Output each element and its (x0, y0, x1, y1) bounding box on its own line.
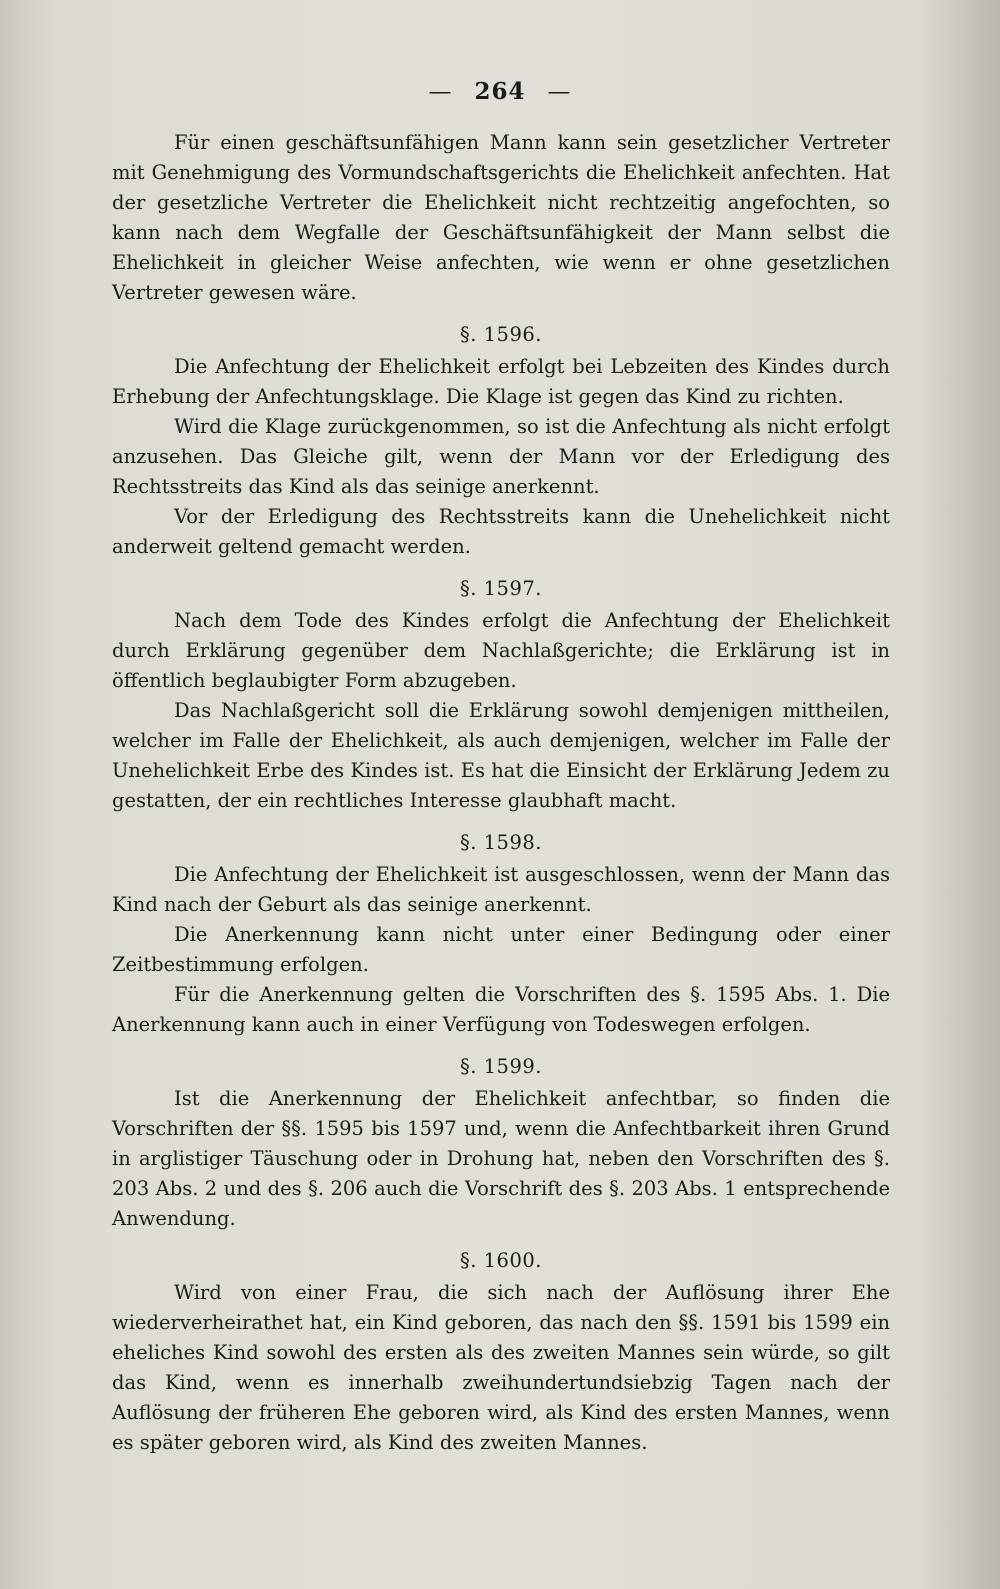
paragraph: Wird die Klage zurückgenommen, so ist die Anfechtung als nicht erfolgt anzusehen. Das Gleiche gilt, wenn der Mann vor der Erledigung des Rechtsstreits das Kind als das seinige anerkennt. (112, 415, 890, 498)
paragraph: Die Anfechtung der Ehelichkeit erfolgt bei Lebzeiten des Kindes durch Erhebung der Anfechtungsklage. Die Klage ist gegen das Kind zu richten. (112, 355, 890, 408)
page-number: 264 (474, 78, 526, 105)
section-heading-1596: §. 1596. (460, 323, 542, 346)
header-dash-left: — (428, 79, 453, 105)
paragraph: Vor der Erledigung des Rechtsstreits kann die Unehelichkeit nicht anderweit geltend gemacht werden. (112, 505, 890, 558)
paragraph: Das Nachlaßgericht soll die Erklärung sowohl demjenigen mittheilen, welcher im Falle der Ehelichkeit, als auch demjenigen, welcher im Falle der Unehelichkeit Erbe des Kindes ist. Es hat die Einsicht der Erklärung Jedem zu gestatten, der ein rechtliches Interesse glaubhaft macht. (112, 699, 890, 812)
paragraph: Ist die Anerkennung der Ehelichkeit anfechtbar, so finden die Vorschriften der §§. 1595 bis 1597 und, wenn die Anfechtbarkeit ihren Grund in arglistiger Täuschung oder in Drohung hat, neben den Vorschriften des §. 203 Abs. 2 und des §. 206 auch die Vorschrift des §. 203 Abs. 1 entsprechende Anwendung. (112, 1087, 890, 1230)
body-text (112, 128, 890, 1458)
paragraph: Wird von einer Frau, die sich nach der Auflösung ihrer Ehe wiederverheirathet hat, ein Kind geboren, das nach den §§. 1591 bis 1599 ein eheliches Kind sowohl des ersten als des zweiten Mannes sein würde, so gilt das Kind, wenn es innerhalb zweihundertundsiebzig Tagen nach der Auflösung der früheren Ehe geboren wird, als Kind des ersten Mannes, wenn es später geboren wird, als Kind des zweiten Mannes. (112, 1281, 890, 1454)
paragraph: Nach dem Tode des Kindes erfolgt die Anfechtung der Ehelichkeit durch Erklärung gegenüber dem Nachlaßgerichte; die Erklärung ist in öffentlich beglaubigter Form abzugeben. (112, 609, 890, 692)
page-header (0, 78, 1000, 105)
paragraph: Für einen geschäftsunfähigen Mann kann sein gesetzlicher Vertreter mit Genehmigung des Vormundschaftsgerichts die Ehelichkeit anfechten. Hat der gesetzliche Vertreter die Ehelichkeit nicht rechtzeitig angefochten, so kann nach dem Wegfalle der Geschäftsunfähigkeit der Mann selbst die Ehelichkeit in gleicher Weise anfechten, wie wenn er ohne gesetzlichen Vertreter gewesen wäre. (112, 131, 890, 304)
paragraph: Die Anfechtung der Ehelichkeit ist ausgeschlossen, wenn der Mann das Kind nach der Geburt als das seinige anerkennt. (112, 863, 890, 916)
paragraph: Für die Anerkennung gelten die Vorschriften des §. 1595 Abs. 1. Die Anerkennung kann auch in einer Verfügung von Todeswegen erfolgen. (112, 983, 890, 1036)
section-heading-1599: §. 1599. (460, 1055, 542, 1078)
section-heading-1597: §. 1597. (460, 577, 542, 600)
section-heading-1598: §. 1598. (460, 831, 542, 854)
section-heading-1600: §. 1600. (460, 1249, 542, 1272)
header-dash-right: — (547, 79, 572, 105)
paragraph: Die Anerkennung kann nicht unter einer Bedingung oder einer Zeitbestimmung erfolgen. (112, 923, 890, 976)
